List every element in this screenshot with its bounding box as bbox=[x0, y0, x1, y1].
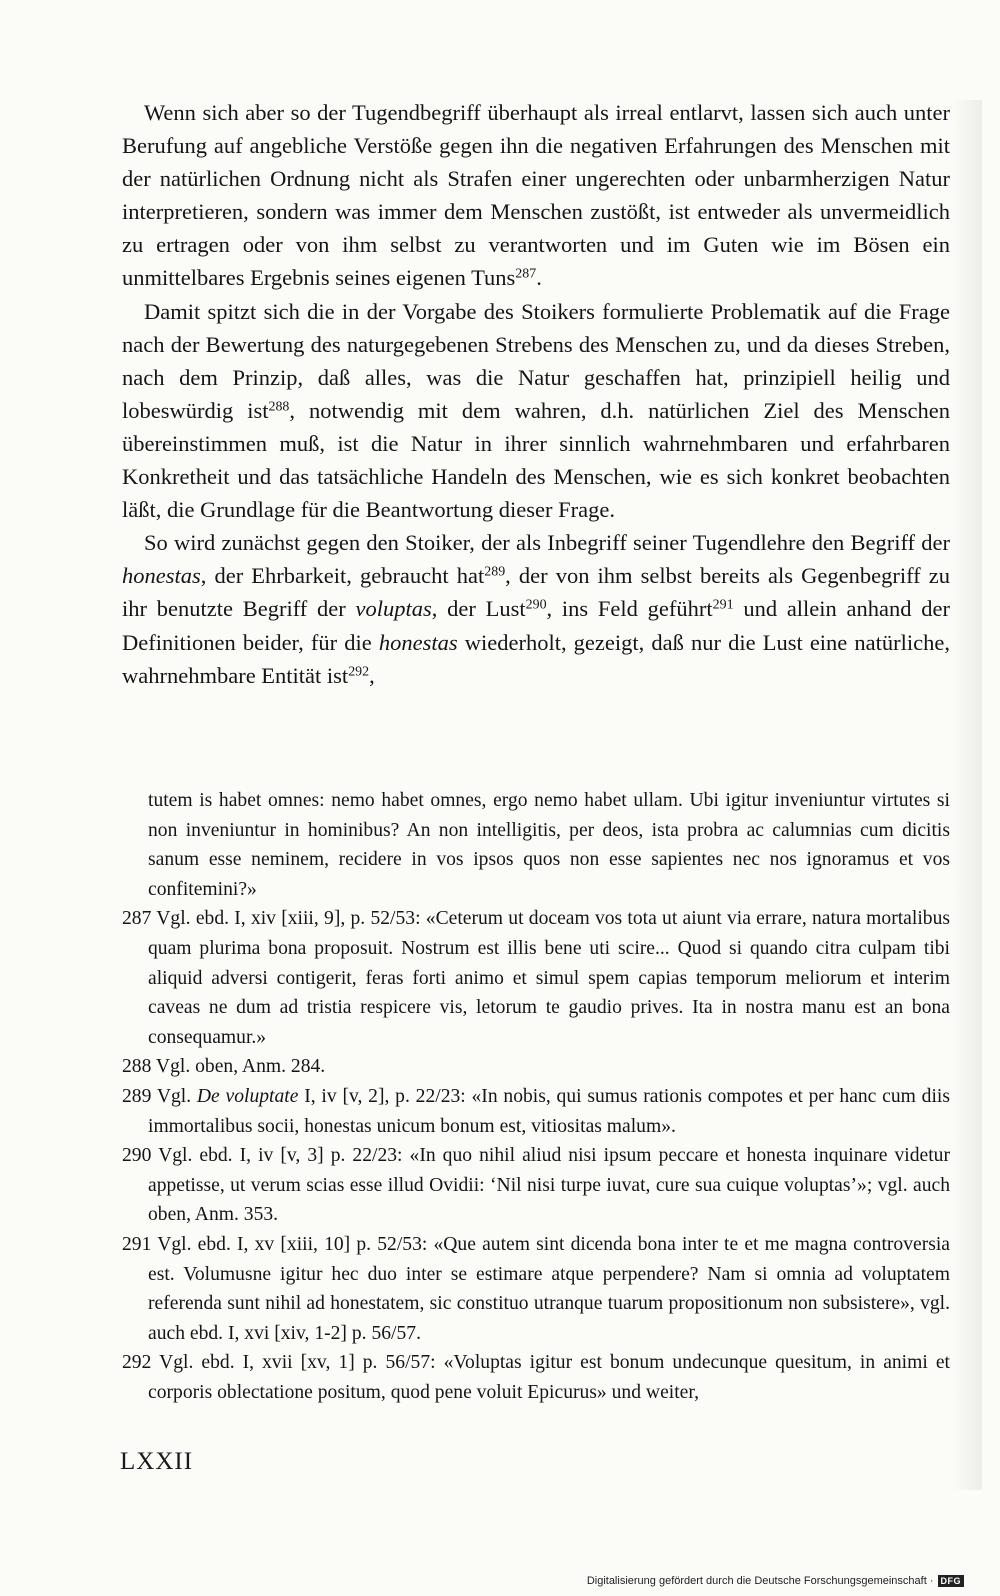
footnotes bbox=[122, 786, 950, 1407]
footnote-ref-290[interactable]: 290 bbox=[525, 597, 547, 613]
footnote-289: 289 Vgl. De voluptate I, iv [v, 2], p. 22/23: «In nobis, qui sumus rationis compotes et per hanc cum diis immortalibus socii, honestas unicum bonum est, vitiositas malum». bbox=[122, 1085, 950, 1137]
page-number: LXXII bbox=[120, 1448, 194, 1475]
digitization-credit bbox=[587, 1575, 964, 1587]
work-title: De voluptate bbox=[196, 1085, 299, 1107]
term-voluptas: voluptas bbox=[355, 596, 432, 622]
paragraph-3: So wird zunächst gegen den Stoiker, der als Inbegriff seiner Tugendlehre den Begriff der honestas, der Ehrbarkeit, gebraucht hat$^{289}$, der von ihm selbst bereits als Gegenbegriff zu ihr benutzte Begriff der voluptas, der Lust$^{290}$, ins Feld geführt$^{291}$ und allein anhand der Definitionen beider, für die honestas wiederholt, gezeigt, daß nur die Lust eine natürliche, wahrnehmbare Entität ist$^{292}$, bbox=[122, 530, 950, 688]
term-honestas: honestas bbox=[378, 629, 458, 655]
footnote-292: 292 Vgl. ebd. I, xvii [xv, 1] p. 56/57: «Voluptas igitur est bonum undecunque quesitum, in animi et corporis oblectatione positum, quod pene voluit Epicurus» und weiter, bbox=[122, 1352, 950, 1403]
paragraph-1: Wenn sich aber so der Tugendbegriff überhaupt als irreal entlarvt, lassen sich auch unter Berufung auf angebliche Verstöße gegen ihn die negativen Erfahrungen des Menschen mit der natürlichen Ordnung nicht als Strafen einer ungerechten oder unbarmherzigen Natur interpretieren, sondern was immer dem Menschen zustößt, ist entweder als unvermeidlich zu ertragen oder von ihm selbst zu verantworten und im Guten wie im Bösen ein unmittelbares Ergebnis seines eigenen Tuns$^{287}$. bbox=[122, 100, 950, 291]
term-honestas: honestas bbox=[122, 563, 201, 589]
footnote-287: 287 Vgl. ebd. I, xiv [xiii, 9], p. 52/53: «Ceterum ut doceam vos tota ut aiunt via errare, natura mortalibus quam plurima bona proposuit. Nostrum est illis bene uti scire... Quod si quando citra culpam tibi aliquid adversi contigerit, feras forti animo et simul spem capias temporum meliorum et interim caveas ne dum ad tristia respicere vis, letorum te gaudio prives. Ita in nostra manu est an bona consequamur.» bbox=[122, 908, 950, 1048]
footnote-continuation: tutem is habet omnes: nemo habet omnes, ergo nemo habet ullam. Ubi igitur inveniuntur virtutes si non inveniuntur in hominibus? An non intelligitis, per deos, ista probra ac calumnias cum dicitis sanum esse neminem, recidere in vos ipsos quos non esse sapientes nec nos ignoramus et vos confitemini?» bbox=[148, 790, 950, 900]
footnote-288: 288 Vgl. oben, Anm. 284. bbox=[122, 1056, 326, 1078]
footnote-290: 290 Vgl. ebd. I, iv [v, 3] p. 22/23: «In quo nihil aliud nisi ipsum peccare et honesta inquinare videtur appetisse, ut verum scias esse illud Ovidii: ‘Nil nisi turpe iuvat, cure sua cuique voluptas’»; vgl. auch oben, Anm. 353. bbox=[122, 1145, 950, 1226]
dfg-logo: DFG bbox=[938, 1575, 965, 1587]
footnote-ref-288[interactable]: 288 bbox=[268, 399, 290, 415]
footnote-ref-287[interactable]: 287 bbox=[515, 266, 537, 282]
credit-text: Digitalisierung gefördert durch die Deutsche Forschungsgemeinschaft · bbox=[586, 1575, 934, 1587]
page-edge-shadow bbox=[952, 100, 982, 1490]
footnote-ref-292[interactable]: 292 bbox=[348, 663, 370, 679]
paragraph-2: Damit spitzt sich die in der Vorgabe des Stoikers formulierte Problematik auf die Frage nach der Bewertung des naturgegebenen Strebens des Menschen zu, und da dieses Streben, nach dem Prinzip, daß alles, was die Natur geschaffen hat, prinzipiell heilig und lobeswürdig ist$^{288}$, notwendig mit dem wahren, d.h. natürlichen Ziel des Menschen übereinstimmen muß, ist die Natur in ihrer sinnlich wahrnehmbaren und erfahrbaren Konkretheit und das tatsächliche Handeln des Menschen, wie es sich konkret beobachten läßt, die Grundlage für die Beantwortung dieser Frage. bbox=[122, 298, 950, 523]
footnote-ref-291[interactable]: 291 bbox=[712, 597, 734, 613]
footnote-291: 291 Vgl. ebd. I, xv [xiii, 10] p. 52/53: «Que autem sint dicenda bona inter te et me magna controversia est. Volumusne igitur hec duo inter se estimare atque perpendere? Nam si omnia ad voluptatem referenda sunt nihil ad honestatem, sic constituo utranque tuarum propositionum non subsistere», vgl. auch ebd. I, xvi [xiv, 1-2] p. 56/57. bbox=[122, 1233, 950, 1344]
main-text bbox=[122, 96, 950, 692]
footnote-ref-289[interactable]: 289 bbox=[484, 564, 506, 580]
